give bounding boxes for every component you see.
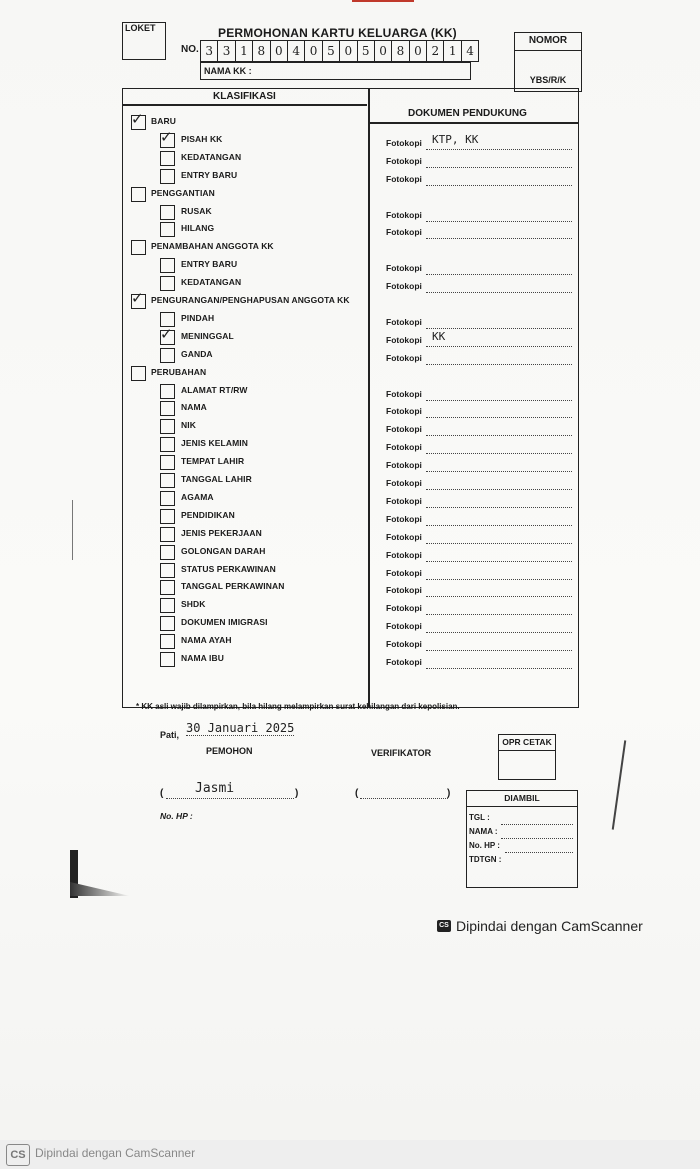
classification-label: GANDA [181, 349, 213, 359]
scan-edge-line [72, 500, 73, 560]
diambil-hp-line [505, 851, 573, 853]
fotokopi-label: Fotokopi [386, 460, 422, 470]
diambil-label: DIAMBIL [467, 791, 577, 807]
fotokopi-handwritten: KK [432, 330, 446, 343]
fotokopi-label: Fotokopi [386, 424, 422, 434]
fotokopi-label: Fotokopi [386, 138, 422, 148]
classification-label: BARU [151, 116, 176, 126]
checkbox[interactable] [131, 240, 146, 255]
classification-label: HILANG [181, 223, 215, 233]
fotokopi-label: Fotokopi [386, 317, 422, 327]
fotokopi-label: Fotokopi [386, 585, 422, 595]
fotokopi-line [426, 327, 572, 329]
fotokopi-label: Fotokopi [386, 568, 422, 578]
checkbox[interactable] [160, 258, 175, 273]
fotokopi-label: Fotokopi [386, 335, 422, 345]
place-label: Pati, [160, 730, 180, 740]
kk-digit: 2 [427, 41, 444, 61]
fotokopi-label: Fotokopi [386, 210, 422, 220]
checkbox[interactable] [160, 205, 175, 220]
checkmark-icon: ✓ [160, 325, 173, 343]
fotokopi-line [426, 667, 572, 669]
ybs-code: YBS/R/K [529, 75, 567, 85]
classification-label: PERUBAHAN [151, 367, 207, 377]
checkbox[interactable] [131, 110, 146, 130]
classification-label: PENAMBAHAN ANGGOTA KK [151, 241, 274, 251]
classification-label: SHDK [181, 599, 206, 609]
fotokopi-line [426, 220, 572, 222]
fotokopi-line [426, 363, 572, 365]
kk-number-boxes [200, 40, 479, 62]
classification-label: KEDATANGAN [181, 152, 242, 162]
checkbox[interactable] [131, 187, 146, 202]
fotokopi-label: Fotokopi [386, 639, 422, 649]
verifikator-signature-open: ( [355, 788, 359, 799]
fotokopi-label: Fotokopi [386, 621, 422, 631]
classification-label: ENTRY BARU [181, 259, 238, 269]
classification-label: DOKUMEN IMIGRASI [181, 617, 268, 627]
fotokopi-line [426, 595, 572, 597]
fotokopi-line [426, 434, 572, 436]
checkbox[interactable] [160, 616, 175, 631]
classification-label: JENIS PEKERJAAN [181, 528, 262, 538]
classification-label: PISAH KK [181, 134, 223, 144]
classification-label: TANGGAL PERKAWINAN [181, 581, 285, 591]
pemohon-name-handwritten: Jasmi [195, 781, 235, 796]
camscanner-watermark: Dipindai dengan CamScanner [456, 918, 643, 934]
diambil-nama-line [501, 837, 573, 839]
nomor-box [514, 32, 582, 92]
fotokopi-label: Fotokopi [386, 478, 422, 488]
kk-digit: 3 [218, 41, 235, 61]
fotokopi-line [426, 291, 572, 293]
diambil-hp: No. HP : [469, 841, 500, 850]
classification-label: ENTRY BARU [181, 170, 238, 180]
opr-cetak-box [498, 734, 556, 780]
diambil-box [466, 790, 578, 888]
fotokopi-line [426, 560, 572, 562]
checkbox[interactable] [160, 169, 175, 184]
column-divider [368, 88, 370, 708]
footer-camscanner-text: Dipindai dengan CamScanner [35, 1146, 196, 1160]
fotokopi-label: Fotokopi [386, 603, 422, 613]
pemohon-signature-close: ) [295, 788, 299, 799]
fotokopi-line [426, 488, 572, 490]
kk-digit: 4 [288, 41, 305, 61]
classification-label: NAMA [181, 402, 207, 412]
diambil-tgl-line [501, 823, 573, 825]
checkbox[interactable] [160, 509, 175, 524]
fotokopi-line [426, 184, 572, 186]
classification-label: PENGURANGAN/PENGHAPUSAN ANGGOTA KK [151, 295, 350, 305]
checkbox[interactable] [160, 348, 175, 363]
fotokopi-label: Fotokopi [386, 227, 422, 237]
checkmark-icon: ✓ [131, 110, 144, 128]
diambil-tgl: TGL : [469, 813, 490, 822]
checkbox[interactable] [160, 527, 175, 542]
diambil-tdtgn: TDTGN : [469, 855, 502, 864]
fotokopi-line [426, 399, 572, 401]
loket-box: LOKET [122, 22, 166, 60]
fotokopi-line [426, 345, 572, 347]
checkbox[interactable] [131, 289, 146, 309]
classification-label: TANGGAL LAHIR [181, 474, 252, 484]
pemohon-signature-line [166, 797, 294, 799]
fotokopi-label: Fotokopi [386, 657, 422, 667]
checkbox[interactable] [160, 563, 175, 578]
fotokopi-label: Fotokopi [386, 389, 422, 399]
klasifikasi-header: KLASIFIKASI [213, 91, 276, 102]
classification-label: JENIS KELAMIN [181, 438, 248, 448]
checkbox[interactable] [160, 325, 175, 345]
classification-label: NAMA AYAH [181, 635, 232, 645]
checkbox[interactable] [160, 580, 175, 595]
classification-label: KEDATANGAN [181, 277, 242, 287]
fotokopi-line [426, 166, 572, 168]
checkbox[interactable] [160, 545, 175, 560]
classification-label: TEMPAT LAHIR [181, 456, 245, 466]
kk-digit: 5 [358, 41, 375, 61]
fotokopi-line [426, 452, 572, 454]
checkbox[interactable] [160, 401, 175, 416]
kk-digit: 0 [271, 41, 288, 61]
kk-digit: 3 [201, 41, 218, 61]
pemohon-label: PEMOHON [206, 746, 253, 756]
kk-digit: 0 [340, 41, 357, 61]
checkbox[interactable] [160, 419, 175, 434]
fotokopi-label: Fotokopi [386, 442, 422, 452]
diambil-nama: NAMA : [469, 827, 498, 836]
kk-digit: 1 [236, 41, 253, 61]
checkbox[interactable] [160, 128, 175, 148]
fotokopi-label: Fotokopi [386, 353, 422, 363]
classification-label: AGAMA [181, 492, 214, 502]
kk-digit: 4 [466, 44, 474, 58]
fotokopi-line [426, 148, 572, 150]
checkbox[interactable] [160, 437, 175, 452]
fotokopi-line [426, 542, 572, 544]
fotokopi-label: Fotokopi [386, 406, 422, 416]
footer-camscanner-icon: CS [6, 1144, 30, 1166]
classification-table [122, 88, 579, 708]
classification-label: RUSAK [181, 206, 212, 216]
fotokopi-label: Fotokopi [386, 156, 422, 166]
fotokopi-line [426, 524, 572, 526]
nama-kk-field: NAMA KK : [200, 62, 471, 80]
fotokopi-label: Fotokopi [386, 550, 422, 560]
classification-label: PINDAH [181, 313, 215, 323]
checkbox[interactable] [160, 276, 175, 291]
checkmark-icon: ✓ [160, 128, 173, 146]
fotokopi-label: Fotokopi [386, 174, 422, 184]
verifikator-signature-line [360, 797, 448, 799]
kk-digit: 0 [305, 41, 322, 61]
kk-digit: 0 [375, 41, 392, 61]
fotokopi-line [426, 416, 572, 418]
fotokopi-handwritten: KTP, KK [432, 133, 479, 146]
fotokopi-label: Fotokopi [386, 496, 422, 506]
checkbox[interactable] [160, 455, 175, 470]
left-header-rule [122, 104, 367, 106]
opr-cetak-label: OPR CETAK [499, 735, 555, 751]
checkbox[interactable] [160, 473, 175, 488]
classification-label: ALAMAT RT/RW [181, 385, 248, 395]
classification-label: NAMA IBU [181, 653, 224, 663]
nomor-label: NOMOR [515, 35, 581, 51]
date-handwritten: 30 Januari 2025 [186, 721, 295, 735]
checkbox[interactable] [160, 634, 175, 649]
classification-label: STATUS PERKAWINAN [181, 564, 276, 574]
classification-label: GOLONGAN DARAH [181, 546, 266, 556]
fotokopi-line [426, 631, 572, 633]
fotokopi-label: Fotokopi [386, 281, 422, 291]
no-hp-label: No. HP : [160, 811, 193, 821]
classification-label: PENDIDIKAN [181, 510, 235, 520]
kk-digit: 8 [392, 41, 409, 61]
verifikator-signature-close: ) [447, 788, 451, 799]
kk-digit: 5 [323, 41, 340, 61]
checkbox[interactable] [160, 491, 175, 506]
no-label: NO. [181, 44, 199, 55]
kk-digit: 8 [253, 41, 270, 61]
fotokopi-line [426, 506, 572, 508]
checkbox[interactable] [160, 598, 175, 613]
checkbox[interactable] [160, 384, 175, 399]
verifikator-label: VERIFIKATOR [371, 748, 432, 758]
checkbox[interactable] [160, 222, 175, 237]
red-mark [352, 0, 414, 2]
fotokopi-line [426, 470, 572, 472]
fotokopi-line [426, 613, 572, 615]
pemohon-signature-open: ( [160, 788, 164, 799]
fotokopi-label: Fotokopi [386, 263, 422, 273]
checkmark-icon: ✓ [131, 289, 144, 307]
checkbox[interactable] [160, 151, 175, 166]
footnote: * KK asli wajib dilampirkan, bila hilang melampirkan surat kehilangan dari kepolisian. [136, 702, 460, 711]
kk-digit: 0 [410, 41, 427, 61]
fotokopi-label: Fotokopi [386, 532, 422, 542]
footer-bar [0, 1140, 700, 1169]
fotokopi-label: Fotokopi [386, 514, 422, 524]
fotokopi-line [426, 273, 572, 275]
fotokopi-line [426, 578, 572, 580]
checkbox[interactable] [160, 652, 175, 667]
classification-label: PENGGANTIAN [151, 188, 215, 198]
checkbox[interactable] [131, 366, 146, 381]
camscanner-logo-icon: CS [437, 920, 451, 932]
classification-label: MENINGGAL [181, 331, 234, 341]
fotokopi-line [426, 649, 572, 651]
kk-digit: 1 [444, 41, 461, 61]
classification-label: NIK [181, 420, 196, 430]
fotokopi-line [426, 237, 572, 239]
right-header-rule [368, 122, 578, 124]
form-title: PERMOHONAN KARTU KELUARGA (KK) [218, 26, 457, 40]
dokumen-header: DOKUMEN PENDUKUNG [408, 108, 527, 119]
